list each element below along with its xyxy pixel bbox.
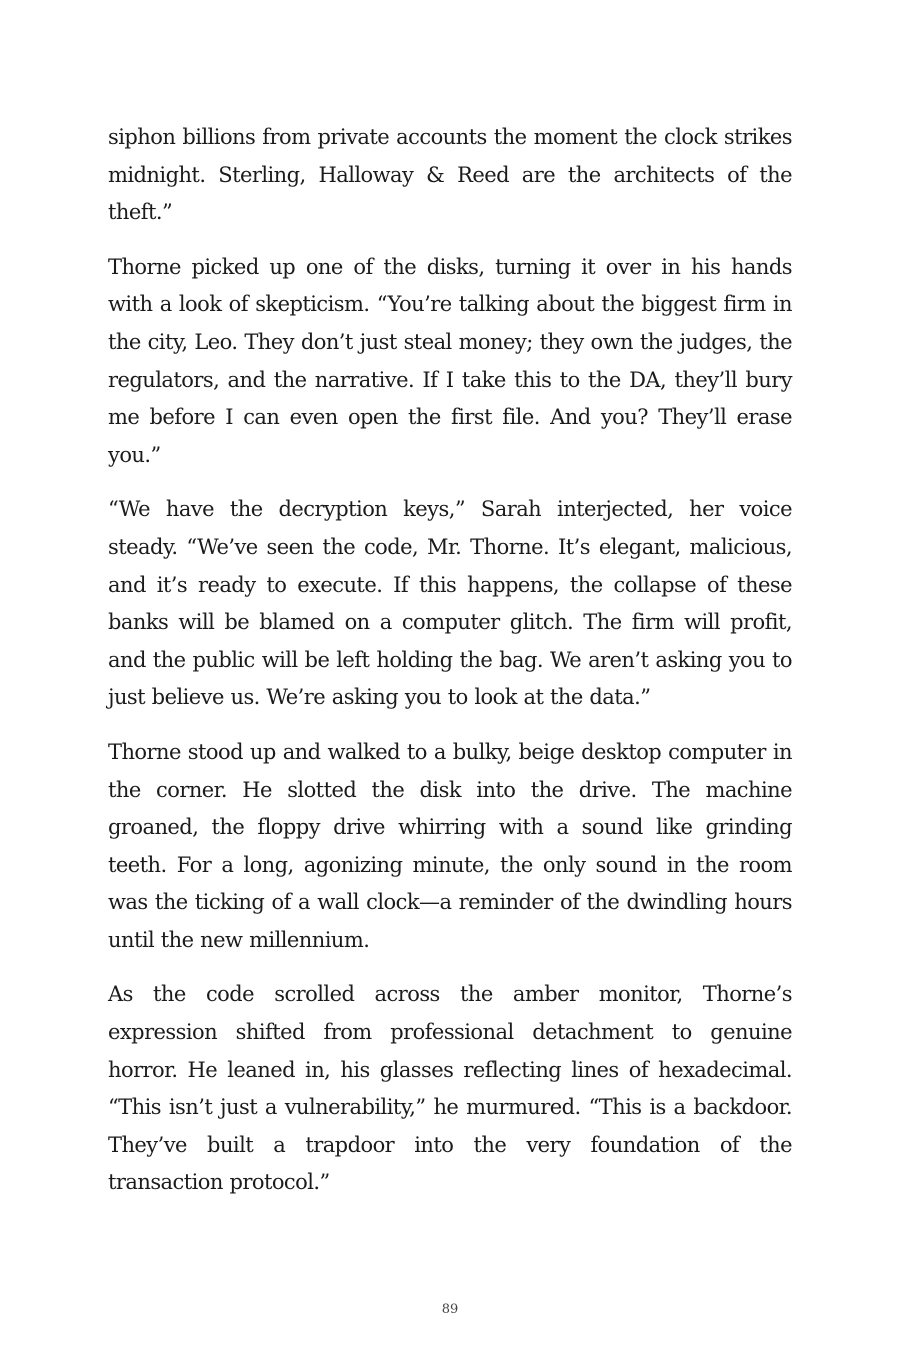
page-number: 89	[441, 1302, 459, 1317]
body-text	[108, 119, 792, 1219]
paragraph: Thorne picked up one of the disks, turning it over in his hands with a look of skepticism. “You’re talking about the biggest firm in the city, Leo. They don’t just steal money; they own the judges, the regulators, and the narrative. If I take this to the DA, they’ll bury me before I can even open the first file. And you? They’ll erase you.”	[108, 254, 792, 467]
paragraph: “We have the decryption keys,” Sarah interjected, her voice steady. “We’ve seen the code, Mr. Thorne. It’s elegant, malicious, and it’s ready to execute. If this happens, the collapse of these banks will be blamed on a computer glitch. The firm will profit, and the public will be left holding the bag. We aren’t asking you to just believe us. We’re asking you to look at the data.”	[108, 497, 792, 710]
paragraph: As the code scrolled across the amber monitor, Thorne’s expression shifted from professional detachment to genuine horror. He leaned in, his glasses reflecting lines of hexadecimal. “This isn’t just a vulnerability,” he murmured. “This is a backdoor. They’ve built a trapdoor into the very foundation of the transaction protocol.”	[108, 982, 792, 1195]
paragraph: siphon billions from private accounts the moment the clock strikes midnight. Sterling, Halloway & Reed are the architects of the theft.”	[108, 125, 792, 225]
paragraph: Thorne stood up and walked to a bulky, beige desktop computer in the corner. He slotted the disk into the drive. The machine groaned, the floppy drive whirring with a sound like grinding teeth. For a long, agonizing minute, the only sound in the room was the ticking of a wall clock—a reminder of the dwindling hours until the new millennium.	[108, 739, 792, 952]
